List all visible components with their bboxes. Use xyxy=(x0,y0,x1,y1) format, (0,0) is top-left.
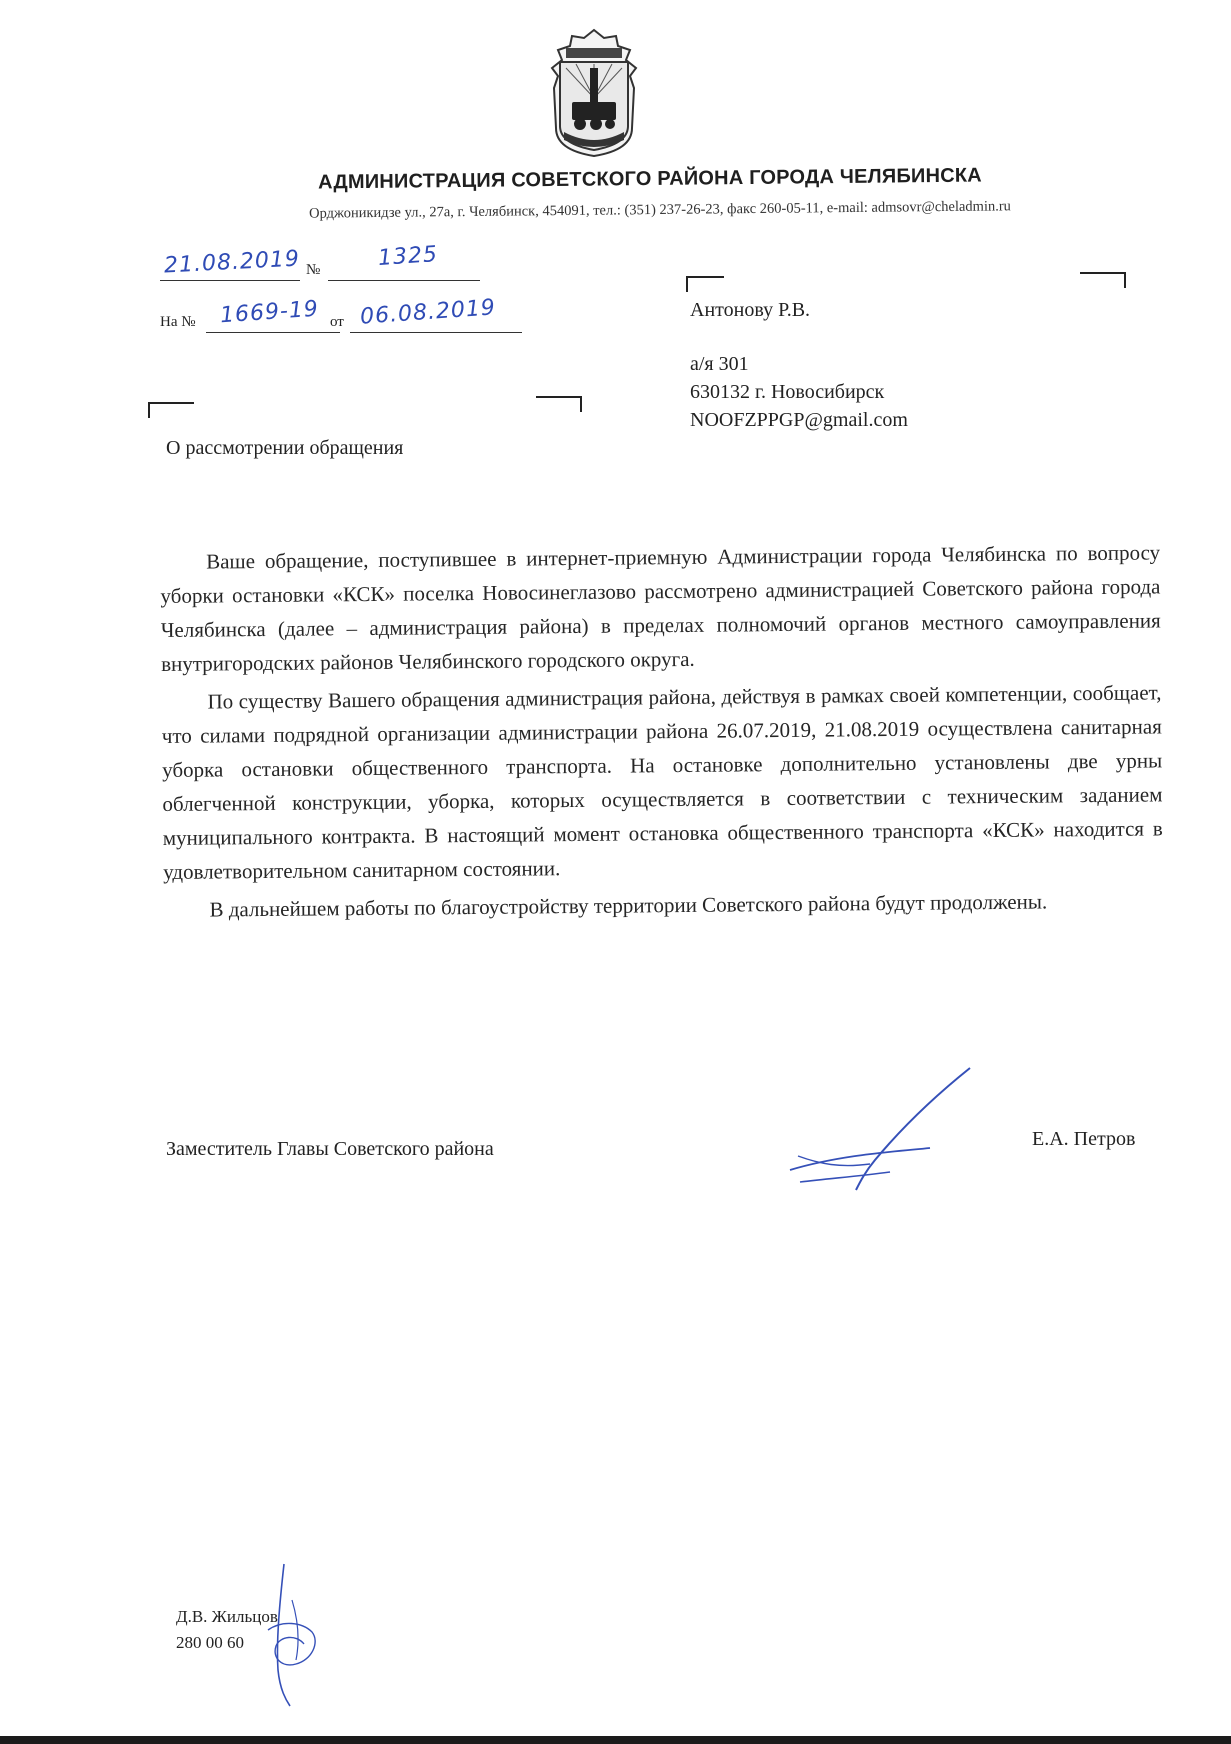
letter-body xyxy=(160,535,1164,931)
organization-title: АДМИНИСТРАЦИЯ СОВЕТСКОГО РАЙОНА ГОРОДА ЧЕЛЯБИНСКА xyxy=(317,164,982,194)
body-paragraph: По существу Вашего обращения администрация района, действуя в рамках своей компетенции, сообщает, что силами подрядной организации администрации района 26.07.2019, 21.08.2019 осуществлена санитарная уборка остановки общественного транспорта. На остановке дополнительно установлены две урны облегченной конструкции, уборка, которых осуществляется в соответствии с техническим заданием муниципального контракта. В настоящий момент остановка общественного транспорта «КСК» находится в удовлетворительном санитарном состоянии. xyxy=(161,680,1163,884)
executor-signature xyxy=(262,1560,322,1710)
recipient-city: 630132 г. Новосибирск xyxy=(690,381,885,403)
handwritten-signature xyxy=(780,1060,980,1200)
subject-bracket-left xyxy=(148,402,194,418)
coat-of-arms-emblem xyxy=(546,28,642,158)
number-label: № xyxy=(306,262,321,278)
recipient-email: NOOFZPPGP@gmail.com xyxy=(690,409,908,431)
recipient-block xyxy=(690,296,908,434)
executor-phone: 280 00 60 xyxy=(176,1633,244,1652)
reference-date-underline xyxy=(350,332,522,333)
organization-contacts: Орджоникидзе ул., 27а, г. Челябинск, 454091, тел.: (351) 237-26-23, факс 260-05-11, e-mail: admsovr@cheladmin.ru xyxy=(309,198,1011,222)
letter-subject: О рассмотрении обращения xyxy=(166,437,404,459)
number-underline xyxy=(328,280,480,281)
recipient-bracket-left xyxy=(686,276,724,292)
signatory-name: Е.А. Петров xyxy=(1032,1128,1136,1150)
body-paragraph: В дальнейшем работы по благоустройству территории Советского района будут продолжены. xyxy=(209,889,1048,922)
reference-date: 06.08.2019 xyxy=(359,295,497,330)
date-underline xyxy=(160,280,300,281)
outgoing-date: 21.08.2019 xyxy=(163,246,301,279)
registration-outgoing xyxy=(160,241,500,282)
recipient-bracket-right xyxy=(1080,272,1126,288)
body-paragraph: Ваше обращение, поступившее в интернет-приемную Администрации города Челябинска по вопросу уборки остановки «КСК» поселка Новосинеглазово рассмотрено администрацией Советского района города Челябинска (далее – администрация района) в пределах полномочий органов местного самоуправления внутригородских районов Челябинского городского округа. xyxy=(160,540,1161,676)
reference-label: На № xyxy=(160,314,196,330)
scan-bottom-edge xyxy=(0,1736,1231,1744)
recipient-name: Антонову Р.В. xyxy=(690,299,811,321)
executor-name: Д.В. Жильцов xyxy=(176,1607,278,1626)
subject-bracket-right xyxy=(536,396,582,412)
reference-from-label: от xyxy=(330,314,344,330)
registration-reference xyxy=(160,295,540,334)
reference-number: 1669-19 xyxy=(219,296,320,329)
recipient-po-box: а/я 301 xyxy=(690,353,749,375)
signatory-title: Заместитель Главы Советского района xyxy=(166,1138,494,1160)
reference-number-underline xyxy=(206,332,340,333)
outgoing-number: 1325 xyxy=(377,241,439,272)
